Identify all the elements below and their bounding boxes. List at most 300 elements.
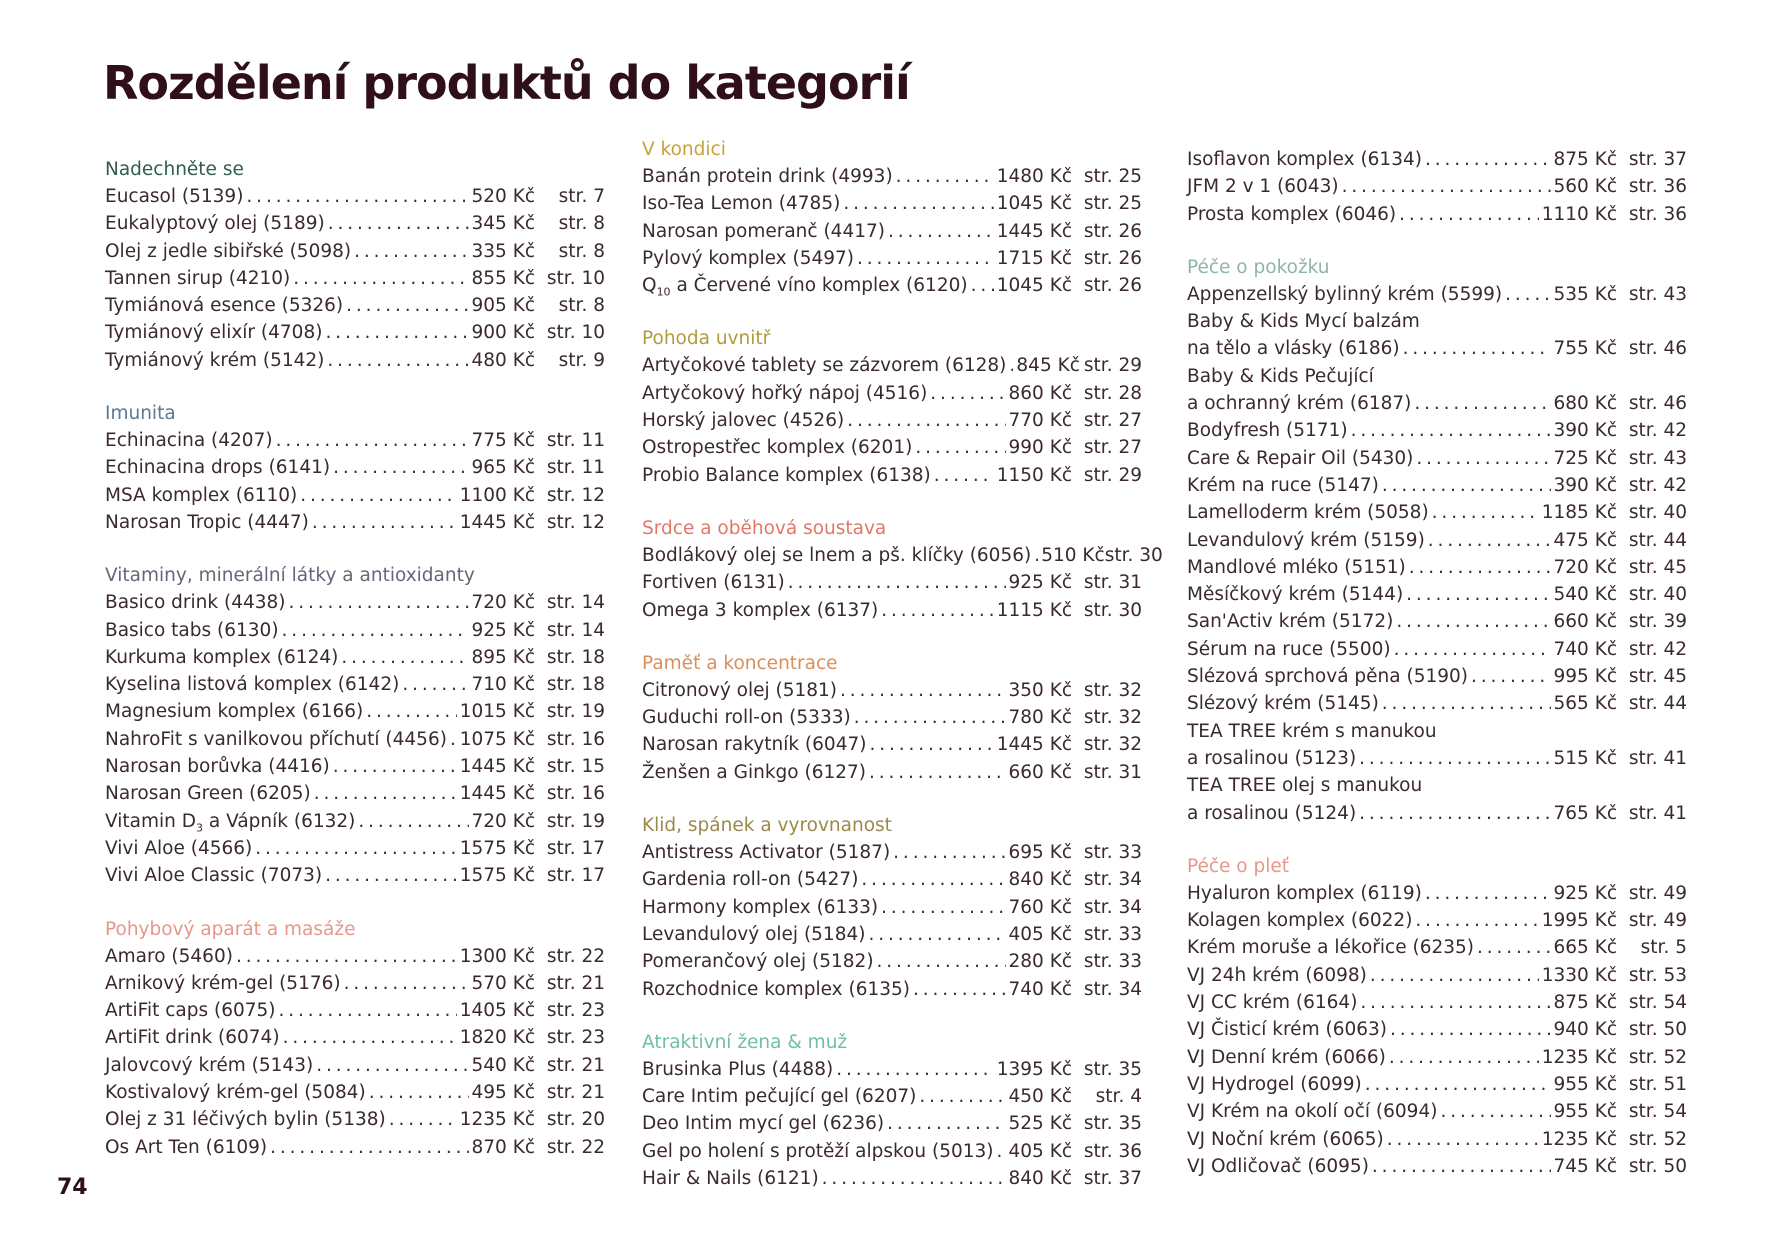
product-name <box>1187 934 1474 961</box>
product-name-text: VJ Hydrogel (6099) <box>1187 1073 1362 1095</box>
dot-leader <box>896 163 994 190</box>
product-page-ref: str. 23 <box>546 1027 605 1049</box>
product-page-ref: str. 43 <box>1628 283 1687 305</box>
product-name-text: VJ 24h krém (6098) <box>1187 964 1367 986</box>
product-page-ref: str. 26 <box>1083 247 1142 269</box>
product-price: 905 Kč <box>471 295 535 317</box>
product-price: 390 Kč <box>1553 420 1617 442</box>
product-page-ref: str. 34 <box>1083 896 1142 918</box>
product-page-ref: str. 37 <box>1083 1168 1142 1190</box>
category-heading: Srdce a oběhová soustava <box>642 517 887 539</box>
dot-leader <box>822 1165 1006 1192</box>
dot-leader <box>971 272 994 299</box>
product-name-text: Magnesium komplex (6166) <box>105 701 364 723</box>
product-name-text: Hair & Nails (6121) <box>642 1168 819 1190</box>
dot-leader <box>1425 146 1551 173</box>
dot-leader <box>881 597 993 624</box>
dot-leader <box>1382 690 1551 717</box>
product-row <box>1187 1126 1687 1153</box>
product-name-text: Amaro (5460) <box>105 945 233 967</box>
product-page-ref: str. 21 <box>546 1054 605 1076</box>
product-row <box>105 589 605 616</box>
product-row <box>1187 962 1687 989</box>
product-page-ref: str. 51 <box>1628 1073 1687 1095</box>
product-price: 710 Kč <box>471 674 535 696</box>
product-page-ref: str. 32 <box>1083 734 1142 756</box>
product-row <box>642 542 1163 569</box>
product-name <box>105 997 276 1024</box>
product-name-text: Guduchi roll-on (5333) <box>642 707 851 729</box>
product-row <box>642 1165 1142 1192</box>
product-row <box>1187 934 1687 961</box>
product-row <box>642 1110 1142 1137</box>
product-row <box>105 970 605 997</box>
product-row <box>1187 1044 1687 1071</box>
product-row <box>642 1138 1142 1165</box>
product-row <box>642 976 1142 1003</box>
product-price: 560 Kč <box>1553 176 1617 198</box>
dot-leader <box>328 210 469 237</box>
product-row <box>105 319 605 346</box>
product-name <box>105 183 243 210</box>
product-page-ref: str. 19 <box>546 701 605 723</box>
product-row <box>642 921 1142 948</box>
product-page-ref: str. 46 <box>1628 393 1687 415</box>
dot-leader <box>1365 1071 1551 1098</box>
product-name-text: Bodlákový olej se lnem a pš. klíčky (6056) <box>642 544 1032 566</box>
product-name <box>1187 554 1406 581</box>
product-price: 565 Kč <box>1553 693 1617 715</box>
product-row <box>105 482 605 509</box>
product-price: 965 Kč <box>471 457 535 479</box>
product-price: 1330 Kč <box>1541 964 1617 986</box>
product-name <box>642 921 865 948</box>
dot-leader <box>1387 1126 1539 1153</box>
dot-leader <box>1416 445 1550 472</box>
product-name-text: na tělo a vlásky (6186) <box>1187 338 1400 360</box>
product-price: 345 Kč <box>471 213 535 235</box>
product-page-ref: str. 25 <box>1083 193 1142 215</box>
product-row <box>1187 880 1687 907</box>
product-price: 1235 Kč <box>1541 1046 1617 1068</box>
product-name-text: Tymiánový elixír (4708) <box>105 322 323 344</box>
product-row <box>105 1134 605 1161</box>
product-name <box>105 347 324 374</box>
product-page-ref: str. 39 <box>1628 611 1687 633</box>
category-section <box>642 813 1142 1003</box>
product-name <box>105 617 279 644</box>
product-name-text: Mandlové mléko (5151) <box>1187 556 1406 578</box>
product-name-text: Echinacina (4207) <box>105 430 273 452</box>
dot-leader <box>1390 1016 1551 1043</box>
product-price: 335 Kč <box>471 240 535 262</box>
product-price: 1235 Kč <box>459 1109 535 1131</box>
product-page-ref: str. 26 <box>1083 220 1142 242</box>
product-price: 1445 Kč <box>459 756 535 778</box>
product-name <box>642 839 890 866</box>
product-name <box>105 265 290 292</box>
product-page-ref: str. 5 <box>1640 937 1687 959</box>
product-name <box>1187 472 1379 499</box>
product-page-ref: str. 32 <box>1083 679 1142 701</box>
category-heading: Paměť a koncentrace <box>642 652 838 674</box>
product-price: 955 Kč <box>1553 1101 1617 1123</box>
product-page-ref: str. 40 <box>1628 502 1687 524</box>
product-name-text: Levandulový olej (5184) <box>642 923 866 945</box>
dot-leader <box>1414 390 1550 417</box>
dot-leader <box>344 970 469 997</box>
product-price: 845 Kč <box>1016 355 1080 377</box>
product-name-text: Měsíčkový krém (5144) <box>1187 584 1404 606</box>
product-row <box>1187 907 1687 934</box>
product-row <box>642 380 1142 407</box>
product-page-ref: str. 42 <box>1628 474 1687 496</box>
product-row <box>642 462 1142 489</box>
product-page-ref: str. 46 <box>1628 338 1687 360</box>
product-price: 1100 Kč <box>459 484 535 506</box>
dot-leader <box>1428 527 1551 554</box>
category-heading: V kondici <box>642 139 726 160</box>
dot-leader <box>877 948 1006 975</box>
product-name <box>642 1165 819 1192</box>
product-name <box>105 482 297 509</box>
dot-leader <box>246 183 468 210</box>
product-name-text: Narosan borůvka (4416) <box>105 756 330 778</box>
dot-leader <box>1359 800 1550 827</box>
product-price: 1995 Kč <box>1541 910 1617 932</box>
product-page-ref: str. 22 <box>546 1136 605 1158</box>
product-page-ref: str. 34 <box>1083 978 1142 1000</box>
product-price: 860 Kč <box>1008 382 1072 404</box>
product-price: 390 Kč <box>1553 474 1617 496</box>
product-price: 405 Kč <box>1008 923 1072 945</box>
product-row <box>1187 1153 1687 1180</box>
product-row <box>105 1024 605 1051</box>
product-price: 1110 Kč <box>1541 203 1617 225</box>
dot-leader <box>934 462 994 489</box>
product-price: 1150 Kč <box>996 464 1072 486</box>
product-page-ref: str. 50 <box>1628 1019 1687 1041</box>
product-name-text: ArtiFit drink (6074) <box>105 1027 280 1049</box>
product-name <box>105 454 330 481</box>
dot-leader <box>293 265 468 292</box>
dot-leader <box>236 943 457 970</box>
dot-leader <box>270 1134 468 1161</box>
product-page-ref: str. 8 <box>558 295 605 317</box>
dot-leader <box>869 731 993 758</box>
product-row <box>1187 527 1687 554</box>
product-page-ref: str. 31 <box>1083 572 1142 594</box>
product-page-ref: str. 45 <box>1628 666 1687 688</box>
product-name <box>642 976 910 1003</box>
product-page-ref: str. 26 <box>1083 275 1142 297</box>
product-row <box>642 731 1142 758</box>
product-page-ref: str. 12 <box>546 484 605 506</box>
product-name <box>105 1106 386 1133</box>
product-name <box>1187 962 1367 989</box>
category-section <box>1187 854 1687 1180</box>
product-name-text: Deo Intim mycí gel (6236) <box>642 1113 885 1135</box>
product-name <box>105 238 351 265</box>
product-price: 725 Kč <box>1553 447 1617 469</box>
product-name <box>1187 146 1422 173</box>
product-row <box>642 759 1142 786</box>
category-section <box>642 1030 1142 1192</box>
product-price: 875 Kč <box>1553 149 1617 170</box>
product-row <box>1187 472 1687 499</box>
product-price: 745 Kč <box>1553 1155 1617 1177</box>
product-page-ref: str. 54 <box>1628 1101 1687 1123</box>
product-price: 540 Kč <box>1553 584 1617 606</box>
product-row <box>642 407 1142 434</box>
product-price: 1715 Kč <box>996 247 1072 269</box>
product-price: 940 Kč <box>1553 1019 1617 1041</box>
dot-leader <box>869 759 1006 786</box>
product-name-text: Basico tabs (6130) <box>105 619 279 641</box>
product-name-text: Q <box>642 275 657 297</box>
dot-leader <box>997 1138 1006 1165</box>
product-name <box>642 462 931 489</box>
product-page-ref: str. 10 <box>546 267 605 289</box>
product-name-text: JFM 2 v 1 (6043) <box>1187 176 1339 198</box>
page-number: 74 <box>57 1175 88 1200</box>
product-row <box>1187 201 1687 228</box>
product-name <box>642 272 968 306</box>
product-name <box>642 894 878 921</box>
product-price: 720 Kč <box>471 592 535 614</box>
product-name <box>105 1134 267 1161</box>
product-name <box>1187 417 1348 444</box>
dot-leader <box>354 238 468 265</box>
product-row <box>642 839 1142 866</box>
dot-leader <box>888 218 994 245</box>
product-name-text: Olej z 31 léčivých bylin (5138) <box>105 1109 386 1131</box>
product-name-text: Bodyfresh (5171) <box>1187 420 1348 442</box>
product-name <box>105 292 343 319</box>
category-section <box>642 516 1163 624</box>
dot-leader <box>843 190 993 217</box>
category-heading: Klid, spánek a vyrovnanost <box>642 815 892 837</box>
product-name-text: Probio Balance komplex (6138) <box>642 464 931 486</box>
product-row <box>1187 146 1687 173</box>
product-name-text: San'Activ krém (5172) <box>1187 611 1394 633</box>
dot-leader <box>1399 201 1539 228</box>
product-page-ref: str. 7 <box>558 186 605 207</box>
product-row <box>642 866 1142 893</box>
product-price: 1820 Kč <box>459 1027 535 1049</box>
product-name <box>105 589 286 616</box>
product-name <box>642 352 1006 379</box>
product-name <box>1187 1071 1362 1098</box>
category-heading: Nadechněte se <box>105 159 244 180</box>
product-price: 720 Kč <box>471 810 535 832</box>
product-name-text: Omega 3 komplex (6137) <box>642 599 879 621</box>
product-page-ref: str. 11 <box>546 457 605 479</box>
product-page-ref: str. 27 <box>1083 410 1142 432</box>
product-row <box>105 1052 605 1079</box>
dot-leader <box>930 380 1005 407</box>
dot-leader <box>333 753 457 780</box>
product-name-text: Vivi Aloe Classic (7073) <box>105 865 323 887</box>
column-3 <box>1187 146 1687 1180</box>
product-price: 660 Kč <box>1008 761 1072 783</box>
product-name <box>1187 907 1412 934</box>
product-row <box>105 835 605 862</box>
product-row <box>105 943 605 970</box>
dot-leader <box>1389 1044 1539 1071</box>
product-price: 475 Kč <box>1553 529 1617 551</box>
product-name-text: Lamelloderm krém (5058) <box>1187 502 1429 524</box>
product-name-text: a rosalinou (5124) <box>1187 802 1357 824</box>
product-name-text: Pomerančový olej (5182) <box>642 951 874 973</box>
product-row <box>642 272 1142 299</box>
product-page-ref: str. 43 <box>1628 447 1687 469</box>
product-name-line: Baby & Kids Pečující <box>1187 365 1374 387</box>
product-page-ref: str. 10 <box>546 322 605 344</box>
product-name <box>642 677 837 704</box>
product-row <box>1187 636 1687 663</box>
category-heading: Péče o pokožku <box>1187 256 1330 278</box>
product-page-ref: str. 25 <box>1083 166 1142 187</box>
dot-leader <box>389 1106 457 1133</box>
dot-leader <box>1409 554 1551 581</box>
product-name-text: a ochranný krém (6187) <box>1187 393 1412 415</box>
product-name-text: Ostropestřec komplex (6201) <box>642 437 913 459</box>
product-price: 855 Kč <box>471 267 535 289</box>
dot-leader <box>1432 499 1539 526</box>
product-name-text: Hyaluron komplex (6119) <box>1187 882 1422 904</box>
product-page-ref: str. 44 <box>1628 693 1687 715</box>
column-2 <box>642 137 1163 1192</box>
dot-leader <box>316 1052 468 1079</box>
product-name <box>105 210 325 237</box>
product-name-text: Rozchodnice komplex (6135) <box>642 978 910 1000</box>
product-name <box>105 319 322 346</box>
product-price: 955 Kč <box>1553 1073 1617 1095</box>
product-page-ref: str. 29 <box>1083 464 1142 486</box>
product-name-text: Harmony komplex (6133) <box>642 896 879 918</box>
product-row <box>105 509 605 536</box>
product-name-text: Olej z jedle sibiřské (5098) <box>105 240 352 262</box>
product-price: 515 Kč <box>1553 747 1617 769</box>
product-name <box>642 1138 994 1165</box>
product-name-text: a Vápník (6132) <box>203 810 356 832</box>
product-page-ref: str. 4 <box>1095 1086 1142 1108</box>
product-price: 525 Kč <box>1008 1113 1072 1135</box>
product-page-ref: str. 42 <box>1628 638 1687 660</box>
product-row <box>105 753 605 780</box>
product-name <box>1187 335 1400 362</box>
product-price: 840 Kč <box>1008 1168 1072 1190</box>
product-price: 520 Kč <box>471 186 535 207</box>
product-row <box>1187 390 1687 417</box>
product-name-text: Eucasol (5139) <box>105 186 244 207</box>
product-name-text: NahroFit s vanilkovou příchutí (4456) <box>105 728 447 750</box>
product-page-ref: str. 53 <box>1628 964 1687 986</box>
product-name <box>1187 201 1396 228</box>
dot-leader <box>289 589 469 616</box>
product-price: 1045 Kč <box>996 275 1072 297</box>
product-name-text: Kyselina listová komplex (6142) <box>105 674 400 696</box>
product-row <box>105 1079 605 1106</box>
product-row <box>642 569 1142 596</box>
product-page-ref: str. 30 <box>1083 599 1142 621</box>
product-name-text: Tannen sirup (4210) <box>105 267 291 289</box>
product-price: 925 Kč <box>1008 572 1072 594</box>
product-page-ref: str. 42 <box>1628 420 1687 442</box>
dot-leader <box>893 839 1005 866</box>
product-page-ref: str. 27 <box>1083 437 1142 459</box>
product-price: 925 Kč <box>471 619 535 641</box>
dot-leader <box>333 454 468 481</box>
product-name <box>642 948 874 975</box>
product-name-text: Slézový krém (5145) <box>1187 693 1379 715</box>
product-name <box>105 698 363 725</box>
product-price: 770 Kč <box>1008 410 1072 432</box>
product-name-text: a Červené víno komplex (6120) <box>670 275 968 297</box>
product-page-ref: str. 34 <box>1083 869 1142 891</box>
product-name-text: VJ Čisticí krém (6063) <box>1187 1019 1387 1041</box>
product-row <box>642 1083 1142 1110</box>
product-row <box>105 862 605 889</box>
product-price: 765 Kč <box>1553 802 1617 824</box>
category-section <box>105 157 605 374</box>
product-name-text: Care & Repair Oil (5430) <box>1187 447 1414 469</box>
product-price: 755 Kč <box>1553 338 1617 360</box>
product-name-line: TEA TREE olej s manukou <box>1187 775 1423 797</box>
product-name-text: Krém na ruce (5147) <box>1187 474 1379 496</box>
product-page-ref: str. 41 <box>1628 802 1687 824</box>
dot-leader <box>366 698 457 725</box>
product-name-text: Vitamin D <box>105 810 196 832</box>
product-row <box>1187 608 1687 635</box>
product-price: 280 Kč <box>1008 951 1072 973</box>
product-row <box>642 597 1142 624</box>
product-price: 875 Kč <box>1553 992 1617 1014</box>
product-name <box>1187 527 1425 554</box>
dot-leader <box>1342 173 1551 200</box>
product-page-ref: str. 49 <box>1628 882 1687 904</box>
product-price: 925 Kč <box>1553 882 1617 904</box>
product-page-ref: str. 16 <box>546 783 605 805</box>
product-row <box>642 190 1142 217</box>
product-row <box>642 948 1142 975</box>
product-row <box>105 265 605 292</box>
product-name-text: Brusinka Plus (4488) <box>642 1058 834 1080</box>
product-row <box>1187 800 1687 827</box>
product-name <box>1187 581 1403 608</box>
category-heading: Vitaminy, minerální látky a antioxidanty <box>105 565 475 587</box>
product-name <box>1187 1126 1384 1153</box>
dot-leader <box>881 894 1005 921</box>
category-heading: Atraktivní žena & muž <box>642 1031 848 1053</box>
product-page-ref: str. 14 <box>546 619 605 641</box>
product-price: 1445 Kč <box>459 511 535 533</box>
product-page-ref: str. 49 <box>1628 910 1687 932</box>
product-page-ref: str. 18 <box>546 674 605 696</box>
product-name <box>1187 880 1422 907</box>
product-page-ref: str. 17 <box>546 837 605 859</box>
product-name-text: Eukalyptový olej (5189) <box>105 213 325 235</box>
product-name <box>642 1056 833 1083</box>
product-name-text: Echinacina drops (6141) <box>105 457 331 479</box>
product-name <box>105 509 309 536</box>
product-page-ref: str. 50 <box>1628 1155 1687 1177</box>
product-price: 760 Kč <box>1008 896 1072 918</box>
product-name-text: Narosan rakytník (6047) <box>642 734 867 756</box>
dot-leader <box>1505 281 1550 308</box>
category-section <box>105 917 605 1161</box>
